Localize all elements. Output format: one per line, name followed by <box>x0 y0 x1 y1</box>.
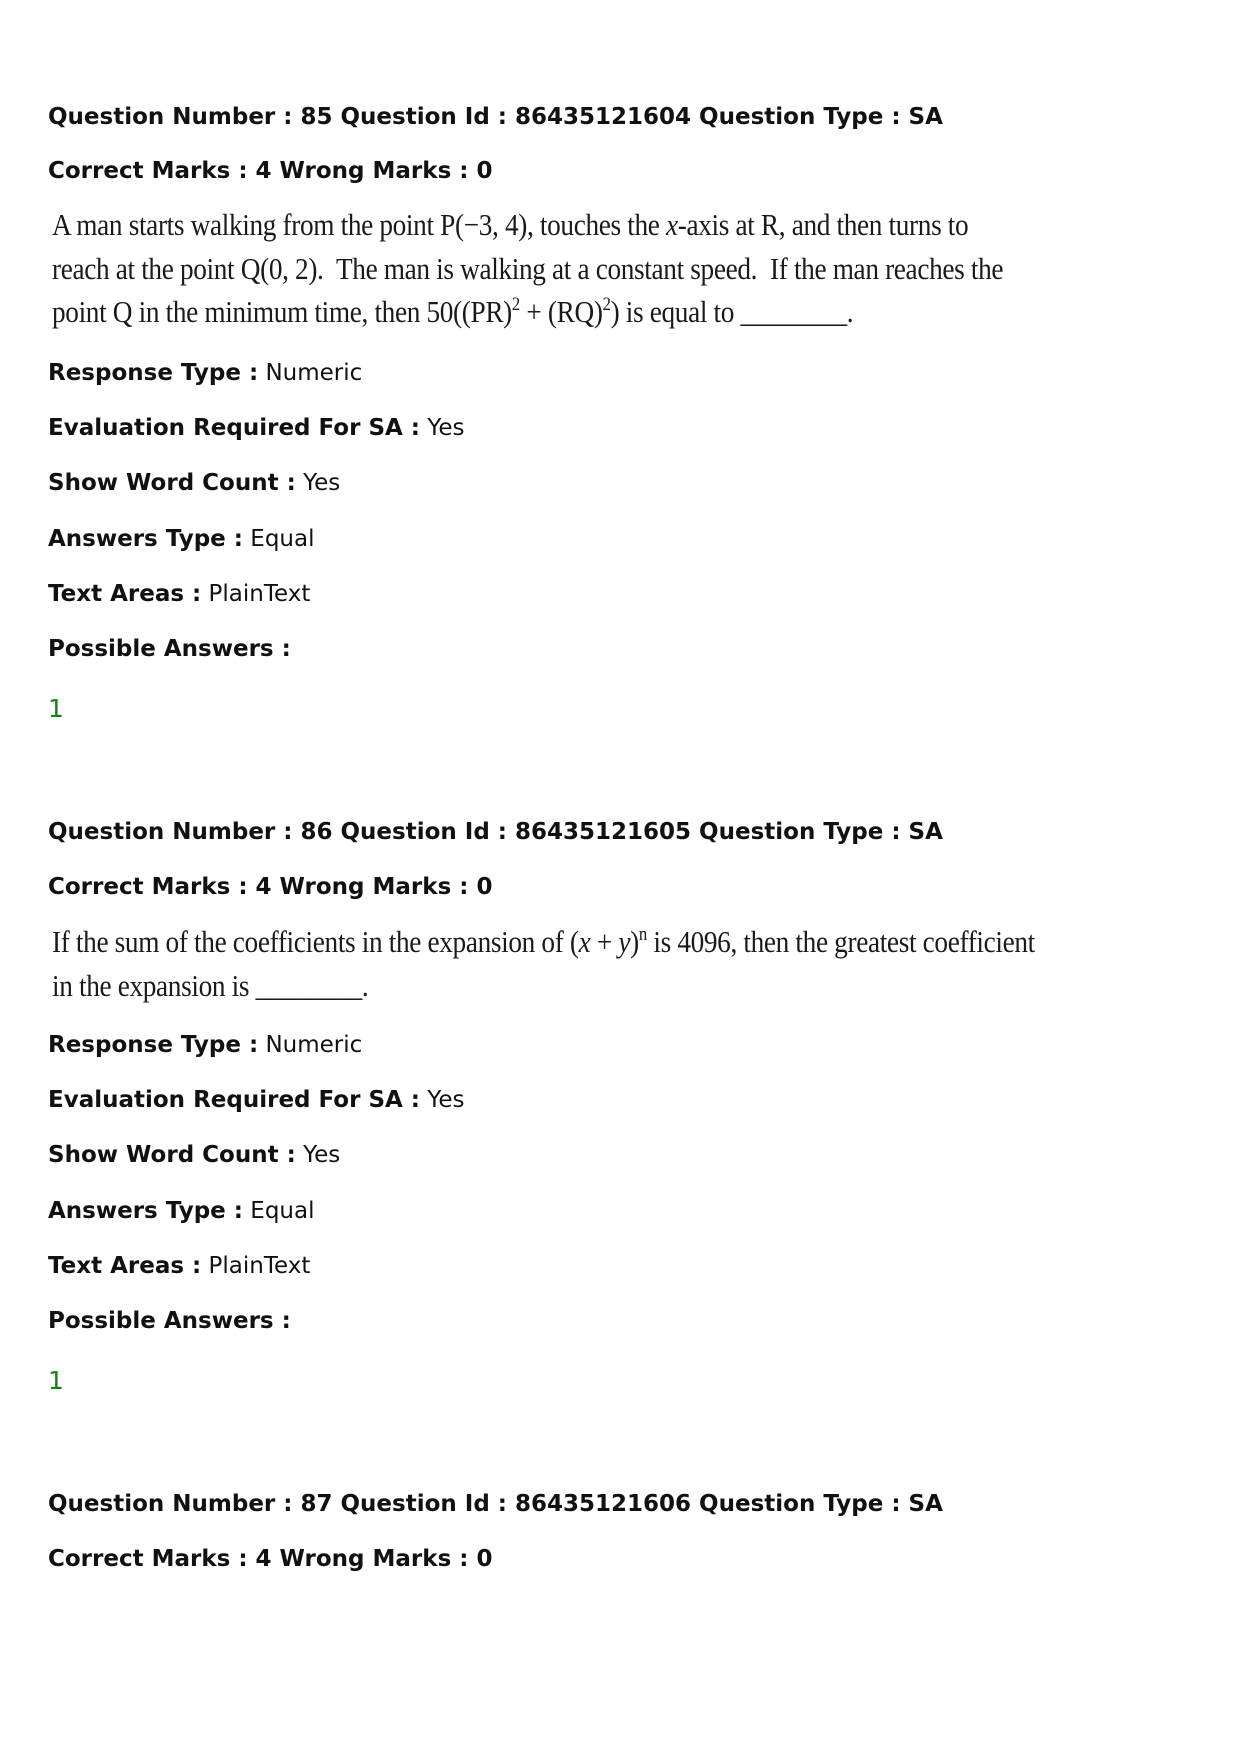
question-stem-line: point Q in the minimum time, then 50((PR)$^2$ + (RQ)$^2$) is equal to ________. <box>52 294 854 329</box>
show-word-count-row <box>48 1140 340 1170</box>
field-label: Evaluation Required For SA : <box>48 415 421 441</box>
evaluation-required-row <box>48 413 464 443</box>
field-label: Response Type : <box>48 1032 259 1058</box>
possible-answer-value: 1 <box>48 1366 64 1395</box>
question-stem-line: A man starts walking from the point P(−3, 4), touches the x-axis at R, and then turns to <box>52 207 969 242</box>
text-areas-row <box>48 1251 310 1281</box>
field-value: PlainText <box>208 1253 311 1279</box>
field-value: Equal <box>250 526 315 552</box>
question-header: Question Number : 86 Question Id : 86435121605 Question Type : SA <box>48 819 943 845</box>
possible-answers-row <box>48 1306 291 1336</box>
response-type-row <box>48 1030 362 1060</box>
question-header: Question Number : 87 Question Id : 86435121606 Question Type : SA <box>48 1491 943 1517</box>
field-value: Yes <box>427 415 465 441</box>
text-areas-row <box>48 579 310 609</box>
field-value: Yes <box>303 470 341 496</box>
question-stem-line: If the sum of the coefficients in the expansion of $(x + y)^n$ is 4096, then the greatest coefficient <box>52 924 1035 959</box>
field-label: Text Areas : <box>48 581 202 607</box>
field-value: Equal <box>250 1198 315 1224</box>
question-stem-line: in the expansion is ________. <box>52 968 369 1003</box>
possible-answers-row <box>48 634 291 664</box>
field-label: Answers Type : <box>48 526 243 552</box>
response-type-row <box>48 358 362 388</box>
question-marks: Correct Marks : 4 Wrong Marks : 0 <box>48 874 493 900</box>
question-marks: Correct Marks : 4 Wrong Marks : 0 <box>48 1546 493 1572</box>
field-value: Numeric <box>265 360 363 386</box>
field-label: Show Word Count : <box>48 470 296 496</box>
question-stem-line: reach at the point Q(0, 2). The man is walking at a constant speed. If the man reaches the <box>52 251 1004 286</box>
answers-type-row <box>48 524 315 554</box>
field-value: Yes <box>303 1142 341 1168</box>
field-value: Numeric <box>265 1032 363 1058</box>
question-marks: Correct Marks : 4 Wrong Marks : 0 <box>48 158 493 184</box>
evaluation-required-row <box>48 1085 464 1115</box>
question-header: Question Number : 85 Question Id : 86435121604 Question Type : SA <box>48 104 943 130</box>
field-value: PlainText <box>208 581 311 607</box>
field-label: Response Type : <box>48 360 259 386</box>
answers-type-row <box>48 1196 315 1226</box>
field-label: Answers Type : <box>48 1198 243 1224</box>
field-label: Show Word Count : <box>48 1142 296 1168</box>
field-label: Possible Answers : <box>48 1308 291 1334</box>
field-label: Possible Answers : <box>48 636 291 662</box>
field-value: Yes <box>427 1087 465 1113</box>
field-label: Text Areas : <box>48 1253 202 1279</box>
field-label: Evaluation Required For SA : <box>48 1087 421 1113</box>
possible-answer-value: 1 <box>48 694 64 723</box>
show-word-count-row <box>48 468 340 498</box>
